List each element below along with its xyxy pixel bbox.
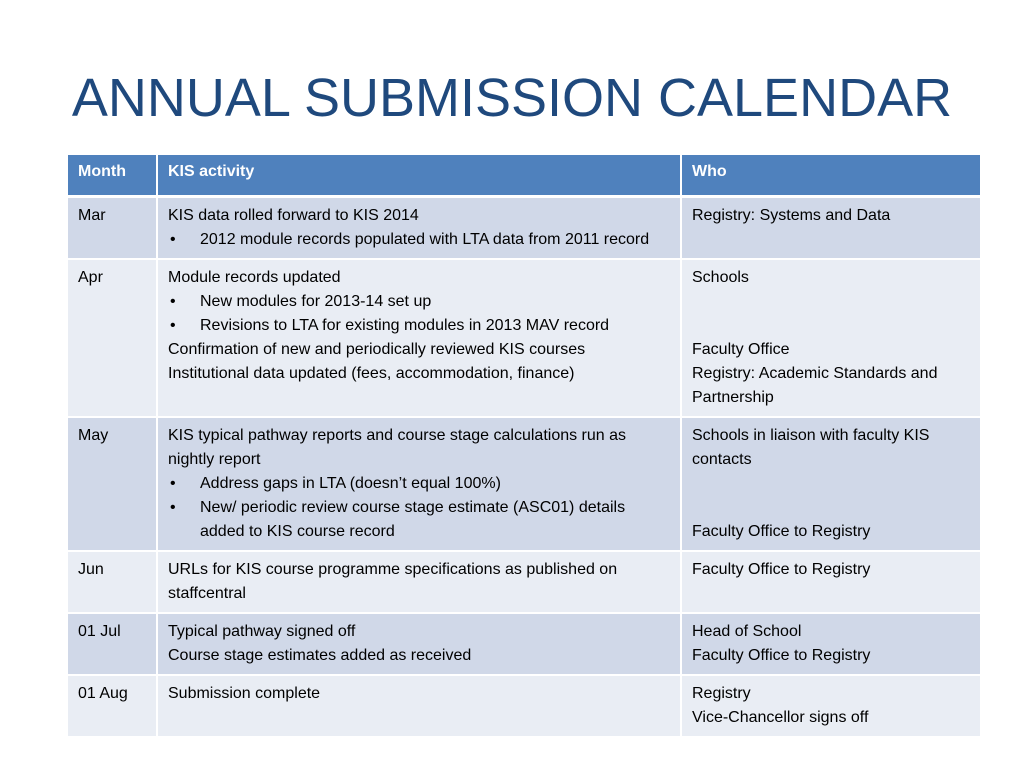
cell-line: Confirmation of new and periodically reviewed KIS courses [168,341,586,358]
header-who: Who [681,155,980,197]
cell-kis-activity [157,259,681,417]
cell-line: Registry: Systems and Data [692,207,891,224]
cell-month: May [68,417,157,551]
bullet-item [168,228,670,252]
cell-kis-activity [157,417,681,551]
cell-month: Mar [68,197,157,260]
table-row [68,551,980,613]
bullet-text: Address gaps in LTA (doesn’t equal 100%) [200,475,501,492]
cell-month: Apr [68,259,157,417]
spacer [692,314,970,338]
cell-who [681,417,980,551]
spacer [692,496,970,520]
table-row [68,417,980,551]
table-row [68,259,980,417]
bullet-icon: • [170,475,176,492]
bullet-item [168,496,670,544]
cell-line: Head of School [692,623,802,640]
cell-line: Faculty Office to Registry [692,561,871,578]
submission-calendar-table [68,155,980,738]
bullet-item [168,472,670,496]
cell-month: 01 Aug [68,675,157,737]
bullet-icon: • [170,231,176,248]
cell-month: Jun [68,551,157,613]
cell-line: KIS typical pathway reports and course stage calculations run as nightly report [168,427,627,468]
cell-who [681,197,980,260]
cell-line: Schools in liaison with faculty KIS contacts [692,427,930,468]
cell-line: Vice-Chancellor signs off [692,709,869,726]
bullet-icon: • [170,293,176,310]
bullet-text: Revisions to LTA for existing modules in 2013 MAV record [200,317,610,334]
cell-line: Module records updated [168,269,341,286]
spacer [692,472,970,496]
cell-line: KIS data rolled forward to KIS 2014 [168,207,419,224]
bullet-icon: • [170,317,176,334]
cell-line: Typical pathway signed off [168,623,356,640]
header-month: Month [68,155,157,197]
cell-who [681,613,980,675]
bullet-text: New/ periodic review course stage estimate (ASC01) details added to KIS course record [200,499,626,540]
bullet-icon: • [170,499,176,516]
spacer [692,290,970,314]
cell-line: Faculty Office to Registry [692,647,871,664]
table-row [68,197,980,260]
cell-line: URLs for KIS course programme specifications as published on staffcentral [168,561,618,602]
cell-who [681,259,980,417]
cell-line: Faculty Office to Registry [692,523,871,540]
bullet-text: New modules for 2013-14 set up [200,293,432,310]
slide-title: ANNUAL SUBMISSION CALENDAR [71,68,953,128]
cell-line: Registry [692,685,751,702]
cell-month: 01 Jul [68,613,157,675]
cell-line: Faculty Office [692,341,790,358]
cell-kis-activity [157,675,681,737]
cell-line: Schools [692,269,749,286]
header-kis-activity: KIS activity [157,155,681,197]
table-header-row [68,155,980,197]
bullet-item [168,314,670,338]
cell-line: Course stage estimates added as received [168,647,472,664]
cell-kis-activity [157,197,681,260]
cell-line: Submission complete [168,685,321,702]
bullet-item [168,290,670,314]
cell-who [681,675,980,737]
cell-line: Registry: Academic Standards and Partnership [692,365,938,406]
table-row [68,613,980,675]
cell-who [681,551,980,613]
bullet-text: 2012 module records populated with LTA data from 2011 record [200,231,650,248]
cell-kis-activity [157,613,681,675]
cell-kis-activity [157,551,681,613]
cell-line: Institutional data updated (fees, accommodation, finance) [168,365,575,382]
table-row [68,675,980,737]
table-body [68,197,980,738]
